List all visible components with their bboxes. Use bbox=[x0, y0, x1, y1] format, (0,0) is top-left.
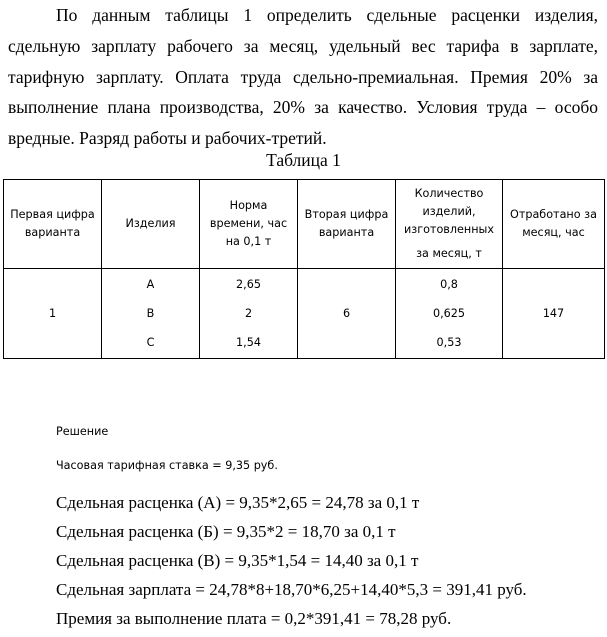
cell-first-digit: 1 bbox=[4, 269, 102, 359]
cell-worked-hours: 147 bbox=[503, 269, 605, 359]
table-row bbox=[4, 269, 605, 359]
header-quantity-line1: Количество изделий, изготовленных bbox=[403, 187, 494, 236]
header-norm-time: Норма времени, час на 0,1 т bbox=[200, 180, 298, 269]
header-first-digit: Первая цифра варианта bbox=[4, 180, 102, 269]
norm-time-a: 2,65 bbox=[236, 277, 261, 291]
header-quantity bbox=[396, 180, 503, 269]
cell-quantity bbox=[396, 269, 503, 359]
quantity-c: 0,53 bbox=[436, 335, 462, 349]
table-caption: Таблица 1 bbox=[266, 150, 341, 170]
product-b: В bbox=[146, 306, 155, 320]
header-products: Изделия bbox=[102, 180, 200, 269]
calc-rate-b: Сдельная расценка (Б) = 9,35*2 = 18,70 за 0,1 т bbox=[56, 522, 396, 541]
header-second-digit: Вторая цифра варианта bbox=[298, 180, 396, 269]
data-table bbox=[3, 179, 605, 359]
hourly-rate-line: Часовая тарифная ставка = 9,35 руб. bbox=[56, 459, 278, 472]
calc-rate-c: Сдельная расценка (В) = 9,35*1,54 = 14,40 за 0,1 т bbox=[56, 551, 419, 570]
task-text: По данным таблицы 1 определить сдельные расценки изделия, сдельную зарплату рабочего за месяц, удельный вес тарифа в зарплате, тарифную зарплату. Оплата труда сдельно-премиальная. Премия 20% за выполнение плана производства, 20% за качество. Условия труда – особо вредные. Разряд работы и рабочих-третий. bbox=[8, 5, 598, 149]
table-header-row bbox=[4, 180, 605, 269]
header-quantity-line2: за месяц, т bbox=[416, 247, 482, 260]
quantity-a: 0,8 bbox=[440, 277, 458, 291]
solution-heading: Решение bbox=[56, 425, 109, 438]
calc-rate-a: Сдельная расценка (А) = 9,35*2,65 = 24,78 за 0,1 т bbox=[56, 493, 420, 512]
calc-bonus: Премия за выполнение плата = 0,2*391,41 = 78,28 руб. bbox=[56, 609, 452, 628]
cell-second-digit: 6 bbox=[298, 269, 396, 359]
cell-products bbox=[102, 269, 200, 359]
product-a: А bbox=[146, 277, 155, 291]
quantity-b: 0,625 bbox=[432, 306, 466, 320]
product-c: С bbox=[146, 335, 155, 349]
header-worked: Отработано за месяц, час bbox=[503, 180, 605, 269]
norm-time-c: 1,54 bbox=[236, 335, 261, 349]
calc-piece-wage: Сдельная зарплата = 24,78*8+18,70*6,25+14,40*5,3 = 391,41 руб. bbox=[56, 580, 527, 599]
cell-norm-time bbox=[200, 269, 298, 359]
norm-time-b: 2 bbox=[244, 306, 253, 320]
